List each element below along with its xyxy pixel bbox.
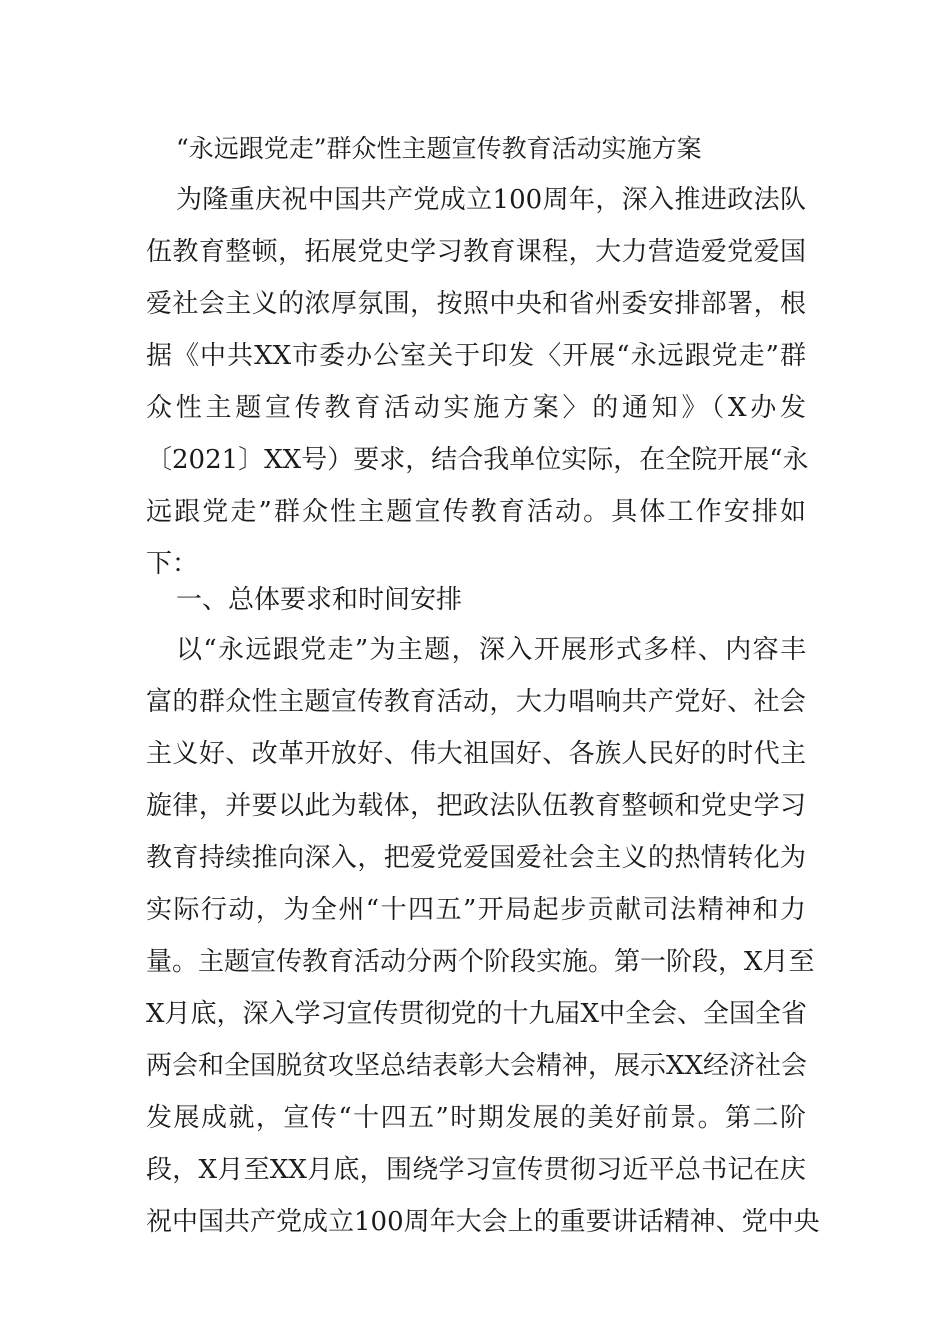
paragraph-line: 教育持续推向深入，把爱党爱国爱社会主义的热情转化为 bbox=[146, 843, 806, 873]
paragraph-line: 富的群众性主题宣传教育活动，大力唱响共产党好、社会 bbox=[146, 687, 806, 717]
paragraph-line: 远跟党走”群众性主题宣传教育活动。具体工作安排如 bbox=[146, 497, 806, 527]
paragraph-line: 〔2021〕XX号）要求，结合我单位实际，在全院开展“永 bbox=[146, 445, 809, 475]
paragraph-line: 伍教育整顿，拓展党史学习教育课程，大力营造爱党爱国 bbox=[146, 237, 806, 267]
paragraph-line: 祝中国共产党成立100周年大会上的重要讲话精神、党中央 bbox=[146, 1207, 820, 1237]
paragraph-line: 以“永远跟党走”为主题，深入开展形式多样、内容丰 bbox=[176, 635, 806, 665]
paragraph-line: 实际行动，为全州“十四五”开局起步贡献司法精神和力 bbox=[146, 895, 806, 925]
paragraph-line: 段，X月至XX月底，围绕学习宣传贯彻习近平总书记在庆 bbox=[146, 1155, 806, 1185]
document-title: “永远跟党走”群众性主题宣传教育活动实施方案 bbox=[176, 134, 702, 163]
paragraph-line: 旋律，并要以此为载体，把政法队伍教育整顿和党史学习 bbox=[146, 791, 806, 821]
paragraph-line: 主义好、改革开放好、伟大祖国好、各族人民好的时代主 bbox=[146, 739, 806, 769]
paragraph-line: 据《中共XX市委办公室关于印发〈开展“永远跟党走”群 bbox=[146, 341, 806, 371]
paragraph-line: X月底，深入学习宣传贯彻党的十九届X中全会、全国全省 bbox=[146, 999, 808, 1029]
paragraph-line: 众性主题宣传教育活动实施方案〉的通知》（X办发 bbox=[146, 393, 806, 423]
paragraph-line: 两会和全国脱贫攻坚总结表彰大会精神，展示XX经济社会 bbox=[146, 1051, 808, 1081]
paragraph-line: 发展成就，宣传“十四五”时期发展的美好前景。第二阶 bbox=[146, 1103, 806, 1133]
paragraph-line: 为隆重庆祝中国共产党成立100周年，深入推进政法队 bbox=[176, 185, 806, 215]
paragraph-line: 量。主题宣传教育活动分两个阶段实施。第一阶段，X月至 bbox=[146, 947, 815, 977]
paragraph-line: 爱社会主义的浓厚氛围，按照中央和省州委安排部署，根 bbox=[146, 289, 806, 319]
section-heading: 一、总体要求和时间安排 bbox=[176, 585, 463, 615]
paragraph-line: 下： bbox=[146, 549, 199, 579]
